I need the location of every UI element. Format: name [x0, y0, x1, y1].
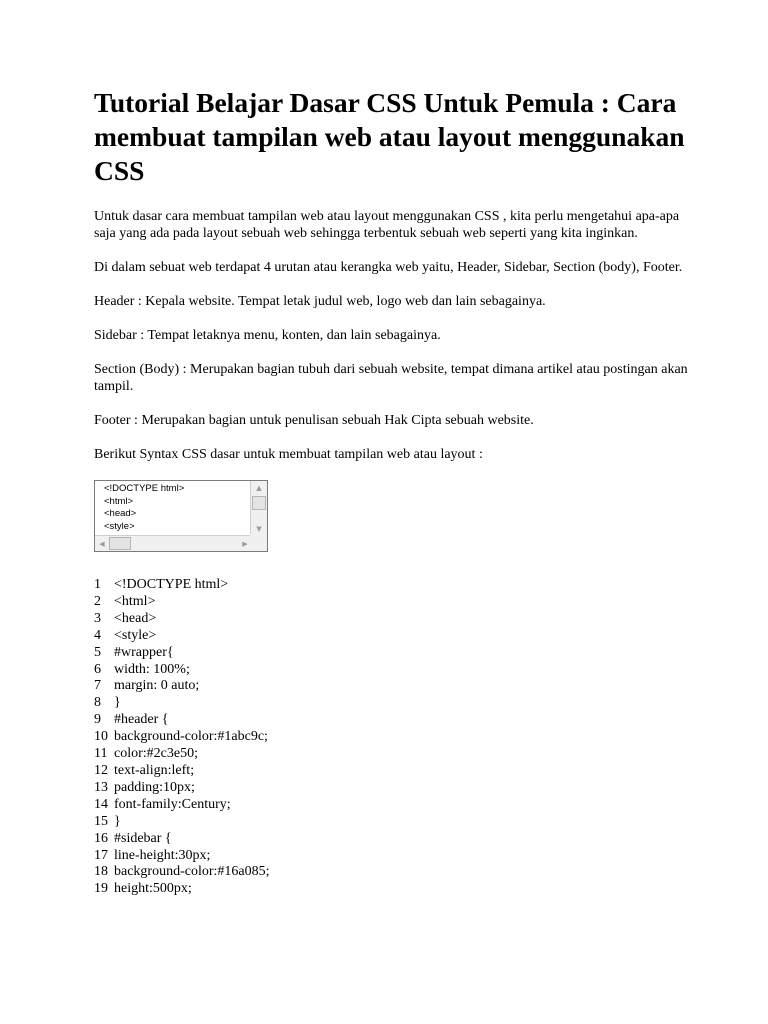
syntax-intro-paragraph: Berikut Syntax CSS dasar untuk membuat tampilan web atau layout :: [94, 447, 483, 462]
vertical-scroll-thumb[interactable]: [252, 496, 266, 510]
intro-paragraph: Untuk dasar cara membuat tampilan web atau layout menggunakan CSS , kita perlu mengetahui apa-apa saja yang ada pada layout sebuah web sehingga terbentuk sebuah web seperti yang kita inginkan.: [94, 209, 680, 241]
line-text: margin: 0 auto;: [114, 678, 200, 694]
vertical-scrollbar[interactable]: [250, 481, 267, 536]
line-number: 16: [94, 830, 108, 846]
code-line: [94, 881, 694, 898]
line-text: }: [114, 695, 121, 711]
structure-paragraph: Di dalam sebuat web terdapat 4 urutan atau kerangka web yaitu, Header, Sidebar, Section (body), Footer.: [94, 260, 683, 275]
line-text: background-color:#1abc9c;: [114, 729, 268, 745]
arrow-down-icon[interactable]: ▼: [256, 525, 262, 533]
line-number: 4: [94, 627, 101, 643]
page-title: Tutorial Belajar Dasar CSS Untuk Pemula : Cara membuat tampilan web atau layout menggunakan CSS: [94, 87, 685, 186]
document-page: [94, 86, 694, 898]
line-number: 14: [94, 796, 108, 812]
code-line: [94, 695, 694, 712]
code-line: [94, 763, 694, 780]
line-number: 15: [94, 813, 108, 829]
line-number: 19: [94, 881, 108, 897]
code-line: [94, 611, 694, 628]
arrow-left-icon[interactable]: ◀: [99, 539, 105, 548]
line-text: color:#2c3e50;: [114, 746, 198, 762]
line-number: 3: [94, 610, 101, 626]
line-number: 8: [94, 695, 101, 711]
code-box-content: [104, 483, 254, 533]
line-text: <!DOCTYPE html>: [114, 577, 229, 592]
line-text: #header {: [114, 712, 169, 728]
code-line: [94, 594, 694, 611]
sidebar-paragraph: Sidebar : Tempat letaknya menu, konten, dan lain sebagainya.: [94, 328, 441, 343]
code-line: [94, 662, 694, 679]
horizontal-scroll-thumb[interactable]: [109, 537, 131, 550]
line-number: 13: [94, 779, 108, 795]
line-text: <head>: [114, 610, 157, 626]
line-text: <style>: [114, 627, 157, 643]
line-text: height:500px;: [114, 881, 192, 897]
line-number: 2: [94, 593, 101, 609]
line-text: <html>: [114, 593, 156, 609]
line-text: #sidebar {: [114, 830, 172, 846]
line-text: background-color:#16a085;: [114, 864, 270, 880]
line-number: 7: [94, 678, 101, 694]
line-number: 9: [94, 712, 101, 728]
code-line: [94, 814, 694, 831]
code-box[interactable]: [94, 480, 268, 552]
line-number: 12: [94, 762, 108, 778]
line-number: 18: [94, 864, 108, 880]
line-text: font-family:Century;: [114, 796, 231, 812]
footer-paragraph: Footer : Merupakan bagian untuk penulisan sebuah Hak Cipta sebuah website.: [94, 413, 534, 428]
horizontal-scrollbar[interactable]: [95, 535, 252, 551]
code-box-line: <style>: [104, 520, 135, 532]
code-listing: [94, 577, 694, 898]
line-number: 10: [94, 729, 108, 745]
line-text: text-align:left;: [114, 762, 195, 778]
code-line: [94, 831, 694, 848]
code-line: [94, 712, 694, 729]
code-line: [94, 577, 694, 594]
line-text: width: 100%;: [114, 661, 190, 677]
code-line: [94, 678, 694, 695]
code-line: [94, 797, 694, 814]
code-line: [94, 628, 694, 645]
code-line: [94, 746, 694, 763]
line-number: 11: [94, 746, 108, 762]
line-number: 5: [94, 644, 101, 660]
scrollbar-corner: [250, 534, 267, 551]
line-number: 1: [94, 577, 101, 592]
line-number: 17: [94, 847, 108, 863]
code-box-line: <head>: [104, 508, 137, 520]
code-line: [94, 864, 694, 881]
line-text: }: [114, 813, 121, 829]
section-paragraph: Section (Body) : Merupakan bagian tubuh dari sebuah website, tempat dimana artikel atau postingan akan tampil.: [94, 362, 688, 394]
code-line: [94, 729, 694, 746]
line-number: 6: [94, 661, 101, 677]
line-text: padding:10px;: [114, 779, 195, 795]
line-text: #wrapper{: [114, 644, 174, 660]
line-text: line-height:30px;: [114, 847, 211, 863]
code-box-line: <!DOCTYPE html>: [104, 483, 185, 494]
code-line: [94, 848, 694, 865]
arrow-up-icon[interactable]: ▲: [256, 484, 262, 492]
header-paragraph: Header : Kepala website. Tempat letak judul web, logo web dan lain sebagainya.: [94, 294, 546, 309]
arrow-right-icon[interactable]: ▶: [242, 539, 248, 548]
code-line: [94, 780, 694, 797]
code-box-line: <html>: [104, 495, 134, 507]
code-line: [94, 645, 694, 662]
